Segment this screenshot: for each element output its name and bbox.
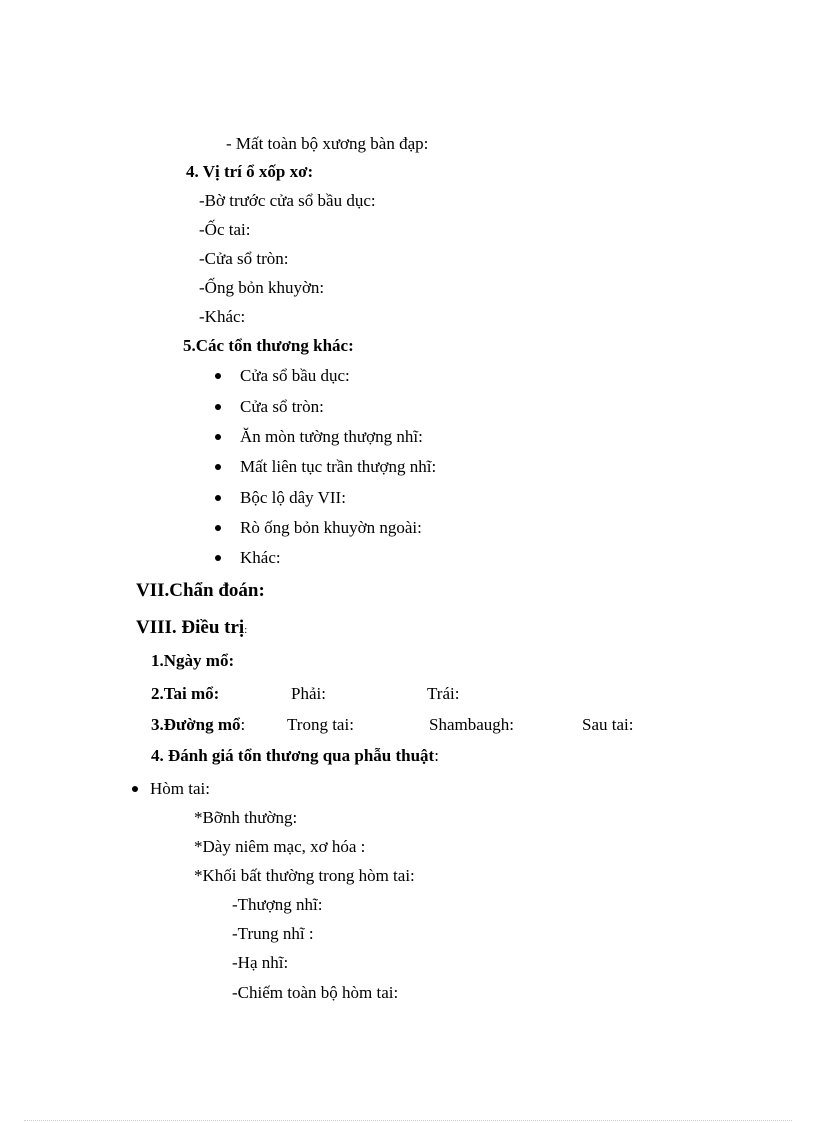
bullet-dot	[215, 495, 221, 501]
bullet-dot	[215, 404, 221, 410]
section-4-item: -Ống bỏn khuyờn:	[199, 278, 325, 297]
bullet-dot	[215, 555, 221, 561]
stapes-loss-line: - Mất toàn bộ xương bàn đạp:	[226, 134, 429, 153]
approach-option: Shambaugh:	[429, 715, 514, 734]
surgical-approach-label-text: 3.Đường mổ	[151, 715, 241, 734]
bullet-dot	[132, 786, 138, 792]
section-5-title: 5.Các tổn thương khác:	[183, 336, 354, 355]
middle-ear-item: *Khối bất thường trong hòm tai:	[194, 866, 415, 885]
section-4-item: -Khác:	[199, 307, 246, 326]
middle-ear-item: *Dày niêm mạc, xơ hóa :	[194, 837, 366, 856]
surgical-assessment-title	[151, 746, 439, 766]
approach-option: Trong tai:	[287, 715, 354, 734]
section-4-item: -Ốc tai:	[199, 220, 251, 239]
page-bottom-border	[24, 1120, 792, 1122]
middle-ear-subitem: -Thượng nhĩ:	[232, 895, 323, 914]
surgical-assessment-title-text: 4. Đánh giá tổn thương qua phẫu thuật	[151, 746, 435, 765]
surgical-approach-colon: :	[240, 715, 246, 734]
section-8-title-colon: :	[244, 624, 248, 636]
section-7-title: VII.Chẩn đoán:	[136, 580, 265, 601]
surgical-assessment-colon: :	[434, 746, 439, 765]
operated-ear-label: 2.Tai mổ:	[151, 684, 220, 703]
middle-ear-subitem: -Trung nhĩ :	[232, 924, 314, 943]
section-8-title-text: VIII. Điều trị	[136, 617, 245, 638]
ear-right-option: Phải:	[291, 684, 326, 703]
approach-option: Sau tai:	[582, 715, 634, 734]
middle-ear-item: *Bỡnh thường:	[194, 808, 298, 827]
bullet-dot	[215, 525, 221, 531]
middle-ear-subitem: -Hạ nhĩ:	[232, 953, 289, 972]
section-4-item: -Bờ trước cửa sổ bầu dục:	[199, 191, 376, 210]
bullet-dot	[215, 434, 221, 440]
surgery-date-label: 1.Ngày mổ:	[151, 651, 235, 670]
section-8-title	[136, 618, 247, 640]
section-4-item: -Cửa sổ tròn:	[199, 249, 289, 268]
bullet-dot	[215, 464, 221, 470]
section-4-title: 4. Vị trí ổ xốp xơ:	[186, 162, 314, 181]
middle-ear-subitem: -Chiếm toàn bộ hòm tai:	[232, 983, 399, 1002]
bullet-dot	[215, 373, 221, 379]
ear-left-option: Trái:	[427, 684, 460, 703]
surgical-approach-label	[151, 715, 245, 735]
